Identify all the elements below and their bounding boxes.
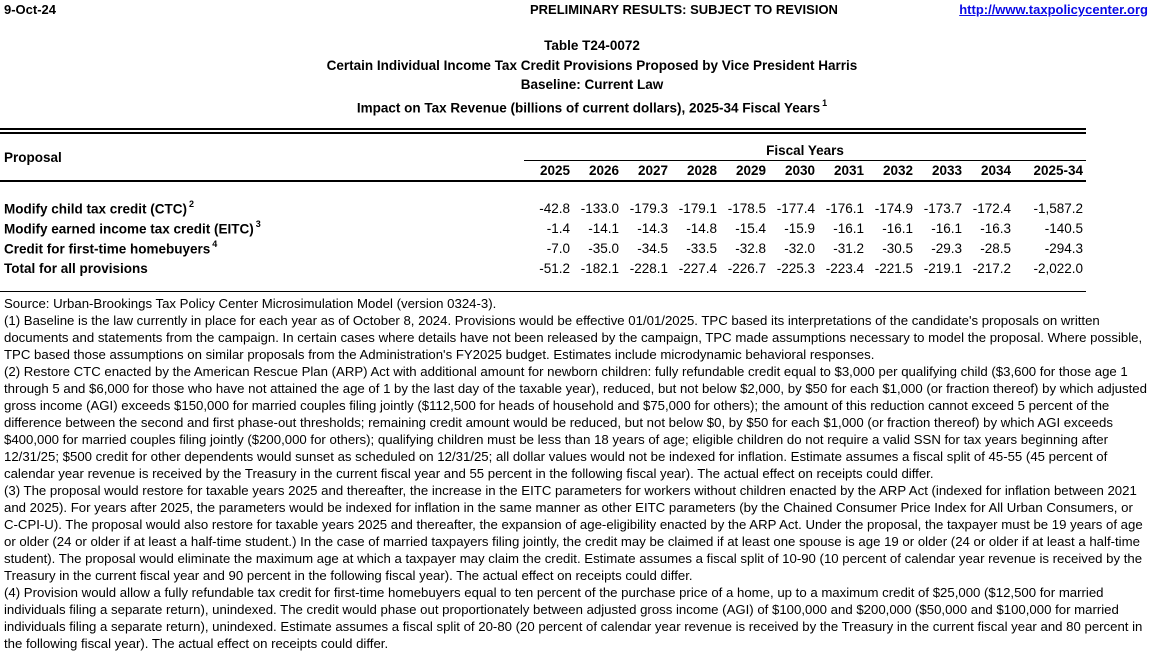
year-header: 2030 (784, 163, 815, 178)
footnote-3: (3) The proposal would restore for taxable years 2025 and thereafter, the increase in the EITC parameters for workers without children enacted by the ARP Act (indexed for inflation between 2021 and 2025). For years after 2025, the parameters would be indexed for inflation in the same manner as other EITC parameters (by the Chained Consumer Price Index for All Urban Consumers, or C-CPI-U). The proposal would also restore for taxable years 2025 and thereafter, the expansion of age-eligibility enacted by the ARP Act. Under the proposal, the taxpayer must be 19 years of age or older (24 or older if at least a half-time student.) In the case of married taxpayers filing jointly, the credit may be claimed if at least one spouse is age 19 or older (24 or older if at least a half-time student). The proposal would eliminate the maximum age at which a taxpayer may claim the credit. Estimate assumes a fiscal split of 10-90 (10 percent of calendar year revenue is received by the Treasury in the current fiscal year and 90 percent in the following fiscal year). The actual effect on receipts could differ. (4, 483, 1143, 583)
impact-title (32, 95, 1152, 115)
footnote-2: (2) Restore CTC enacted by the American Rescue Plan (ARP) Act with additional amount for newborn children: fully refundable credit equal to $3,000 per qualifying child ($3,600 for those age 1 through 5 and $6,000 for those who have not attained the age of 1 by the last day of the taxable year), reduced, but not below $2,000, by $50 for each $1,000 (or fraction thereof) by which adjusted gross income (AGI) exceeds $150,000 for married couples filing jointly ($112,500 for heads of household and $75,000 for others); the amount of this reduction cannot exceed 5 percent of the difference between the second and first phase-out thresholds; remaining credit amount would be reduced, but not below $0, by $50 for each $1,000 (or fraction thereof) by which AGI exceeds $400,000 for married couples filing jointly ($200,000 for others); qualifying children must be less than 18 years of age; eligible children do not require a valid SSN for tax years beginning after 12/31/25; $500 credit for other dependents would sunset as scheduled on 12/31/25; all dollar values would not be indexed for inflation. Estimate assumes a fiscal split of 45-55 (45 percent of calendar year revenue is received by the Treasury in the current fiscal year and 55 percent in the following fiscal year). The actual effect on receipts could differ. (4, 364, 1147, 481)
cell-value: -16.3 (980, 220, 1011, 236)
source-note: Source: Urban-Brookings Tax Policy Center Microsimulation Model (version 0324-3). (4, 296, 497, 311)
impact-title-text: Impact on Tax Revenue (billions of current dollars), 2025-34 Fiscal Years (356, 100, 821, 115)
baseline-title: Baseline: Current Law (520, 77, 664, 92)
row-label (0, 220, 524, 237)
row-label (0, 200, 524, 217)
taxpolicycenter-link[interactable]: http://www.taxpolicycenter.org (959, 2, 1148, 17)
preliminary-status-label: PRELIMINARY RESULTS: SUBJECT TO REVISION (530, 2, 838, 17)
cell-value: -14.1 (588, 220, 619, 236)
cell-value: -227.4 (678, 260, 717, 276)
cell-value: -15.4 (735, 220, 766, 236)
cell-value-total: -140.5 (1044, 220, 1083, 236)
row-label-text: Modify earned income tax credit (EITC) (4, 221, 254, 237)
year-header: 2025 (539, 163, 570, 178)
report-date: 9-Oct-24 (4, 2, 57, 17)
cell-value: -174.9 (874, 200, 913, 216)
footnote-1: (1) Baseline is the law currently in place for each year as of October 8, 2024. Provisions would be effective 01/01/2025. TPC based its interpretations of the candidate's proposals on written documents and statements from the campaign. In certain cases where details have not been released by the campaign, TPC made assumptions necessary to model the proposal. Where possible, TPC based those assumptions on similar proposals from the Administration's FY2025 budget. Estimates include microdynamic behavioral responses. (4, 313, 1143, 362)
year-header: 2034 (980, 163, 1011, 178)
cell-value: -29.3 (931, 240, 962, 256)
cell-value: -16.1 (833, 220, 864, 236)
cell-value: -225.3 (776, 260, 815, 276)
cell-value: -15.9 (784, 220, 815, 236)
cell-value: -16.1 (931, 220, 962, 236)
table-row-ctc (0, 198, 1086, 218)
year-header-total: 2025-34 (1033, 163, 1083, 178)
cell-value: -14.3 (637, 220, 668, 236)
table-row-eitc (0, 218, 1086, 238)
fiscal-years-group-label: Fiscal Years (766, 143, 844, 158)
year-header: 2027 (637, 163, 668, 178)
year-headers-row (524, 161, 1086, 180)
year-header: 2031 (833, 163, 864, 178)
cell-value: -31.2 (833, 240, 864, 256)
footnote-4: (4) Provision would allow a fully refundable tax credit for first-time homebuyers equal to ten percent of the purchase price of a home, up to a maximum credit of $25,000 ($12,500 for married individuals filing a separate return), unindexed. The credit would phase out proportionately between adjusted gross income (AGI) of $100,000 and $200,000 ($50,000 and $100,000 for married individuals filing a separate return), unindexed. Estimate assumes a fiscal split of 20-80 (20 percent of calendar year revenue is received by the Treasury in the current fiscal year and 80 percent in the following fiscal year). The actual effect on receipts could differ. (4, 585, 1143, 651)
year-header: 2028 (686, 163, 717, 178)
cell-value: -177.4 (776, 200, 815, 216)
year-header: 2032 (882, 163, 913, 178)
footnotes-block (0, 292, 1152, 652)
cell-value: -28.5 (980, 240, 1011, 256)
row-label-text: Credit for first-time homebuyers (4, 241, 211, 257)
cell-value: -176.1 (825, 200, 864, 216)
row-footnote-superscript: 3 (255, 218, 261, 229)
row-label (0, 240, 524, 257)
cell-value: -133.0 (580, 200, 619, 216)
year-header: 2033 (931, 163, 962, 178)
table-row-homebuyers (0, 238, 1086, 258)
table-main-title: Certain Individual Income Tax Credit Provisions Proposed by Vice President Harris (326, 57, 858, 73)
row-label-text: Total for all provisions (4, 260, 148, 276)
table-body (0, 182, 1086, 291)
cell-value: -182.1 (580, 260, 619, 276)
cell-value: -1.4 (546, 220, 570, 236)
cell-value: -221.5 (874, 260, 913, 276)
cell-value: -32.0 (784, 240, 815, 256)
cell-value: -42.8 (539, 200, 570, 216)
top-bar (0, 0, 1152, 20)
row-label-text: Modify child tax credit (CTC) (4, 201, 188, 217)
cell-value: -33.5 (686, 240, 717, 256)
row-footnote-superscript: 4 (212, 238, 218, 249)
cell-value: -173.7 (923, 200, 962, 216)
title-footnote-superscript: 1 (822, 97, 828, 108)
cell-value-total: -2,022.0 (1033, 260, 1083, 276)
cell-value: -16.1 (882, 220, 913, 236)
cell-value: -219.1 (923, 260, 962, 276)
proposal-column-header: Proposal (4, 149, 62, 165)
cell-value: -179.3 (629, 200, 668, 216)
cell-value: -34.5 (637, 240, 668, 256)
cell-value: -7.0 (546, 240, 570, 256)
fiscal-years-header-group (524, 134, 1086, 180)
year-header: 2029 (735, 163, 766, 178)
cell-value: -14.8 (686, 220, 717, 236)
cell-value: -223.4 (825, 260, 864, 276)
cell-value: -51.2 (539, 260, 570, 276)
cell-value: -228.1 (629, 260, 668, 276)
cell-value: -35.0 (588, 240, 619, 256)
cell-value: -178.5 (727, 200, 766, 216)
cell-value: -172.4 (972, 200, 1011, 216)
cell-value: -179.1 (678, 200, 717, 216)
table-number-title: Table T24-0072 (544, 38, 640, 53)
cell-value: -32.8 (735, 240, 766, 256)
title-block (0, 36, 1152, 114)
year-header: 2026 (588, 163, 619, 178)
cell-value: -217.2 (972, 260, 1011, 276)
cell-value-total: -294.3 (1044, 240, 1083, 256)
row-label (0, 261, 524, 276)
table-header (0, 134, 1086, 180)
table-row-total (0, 258, 1086, 278)
cell-value: -30.5 (882, 240, 913, 256)
cell-value-total: -1,587.2 (1033, 200, 1083, 216)
cell-value: -226.7 (727, 260, 766, 276)
row-footnote-superscript: 2 (189, 198, 195, 209)
